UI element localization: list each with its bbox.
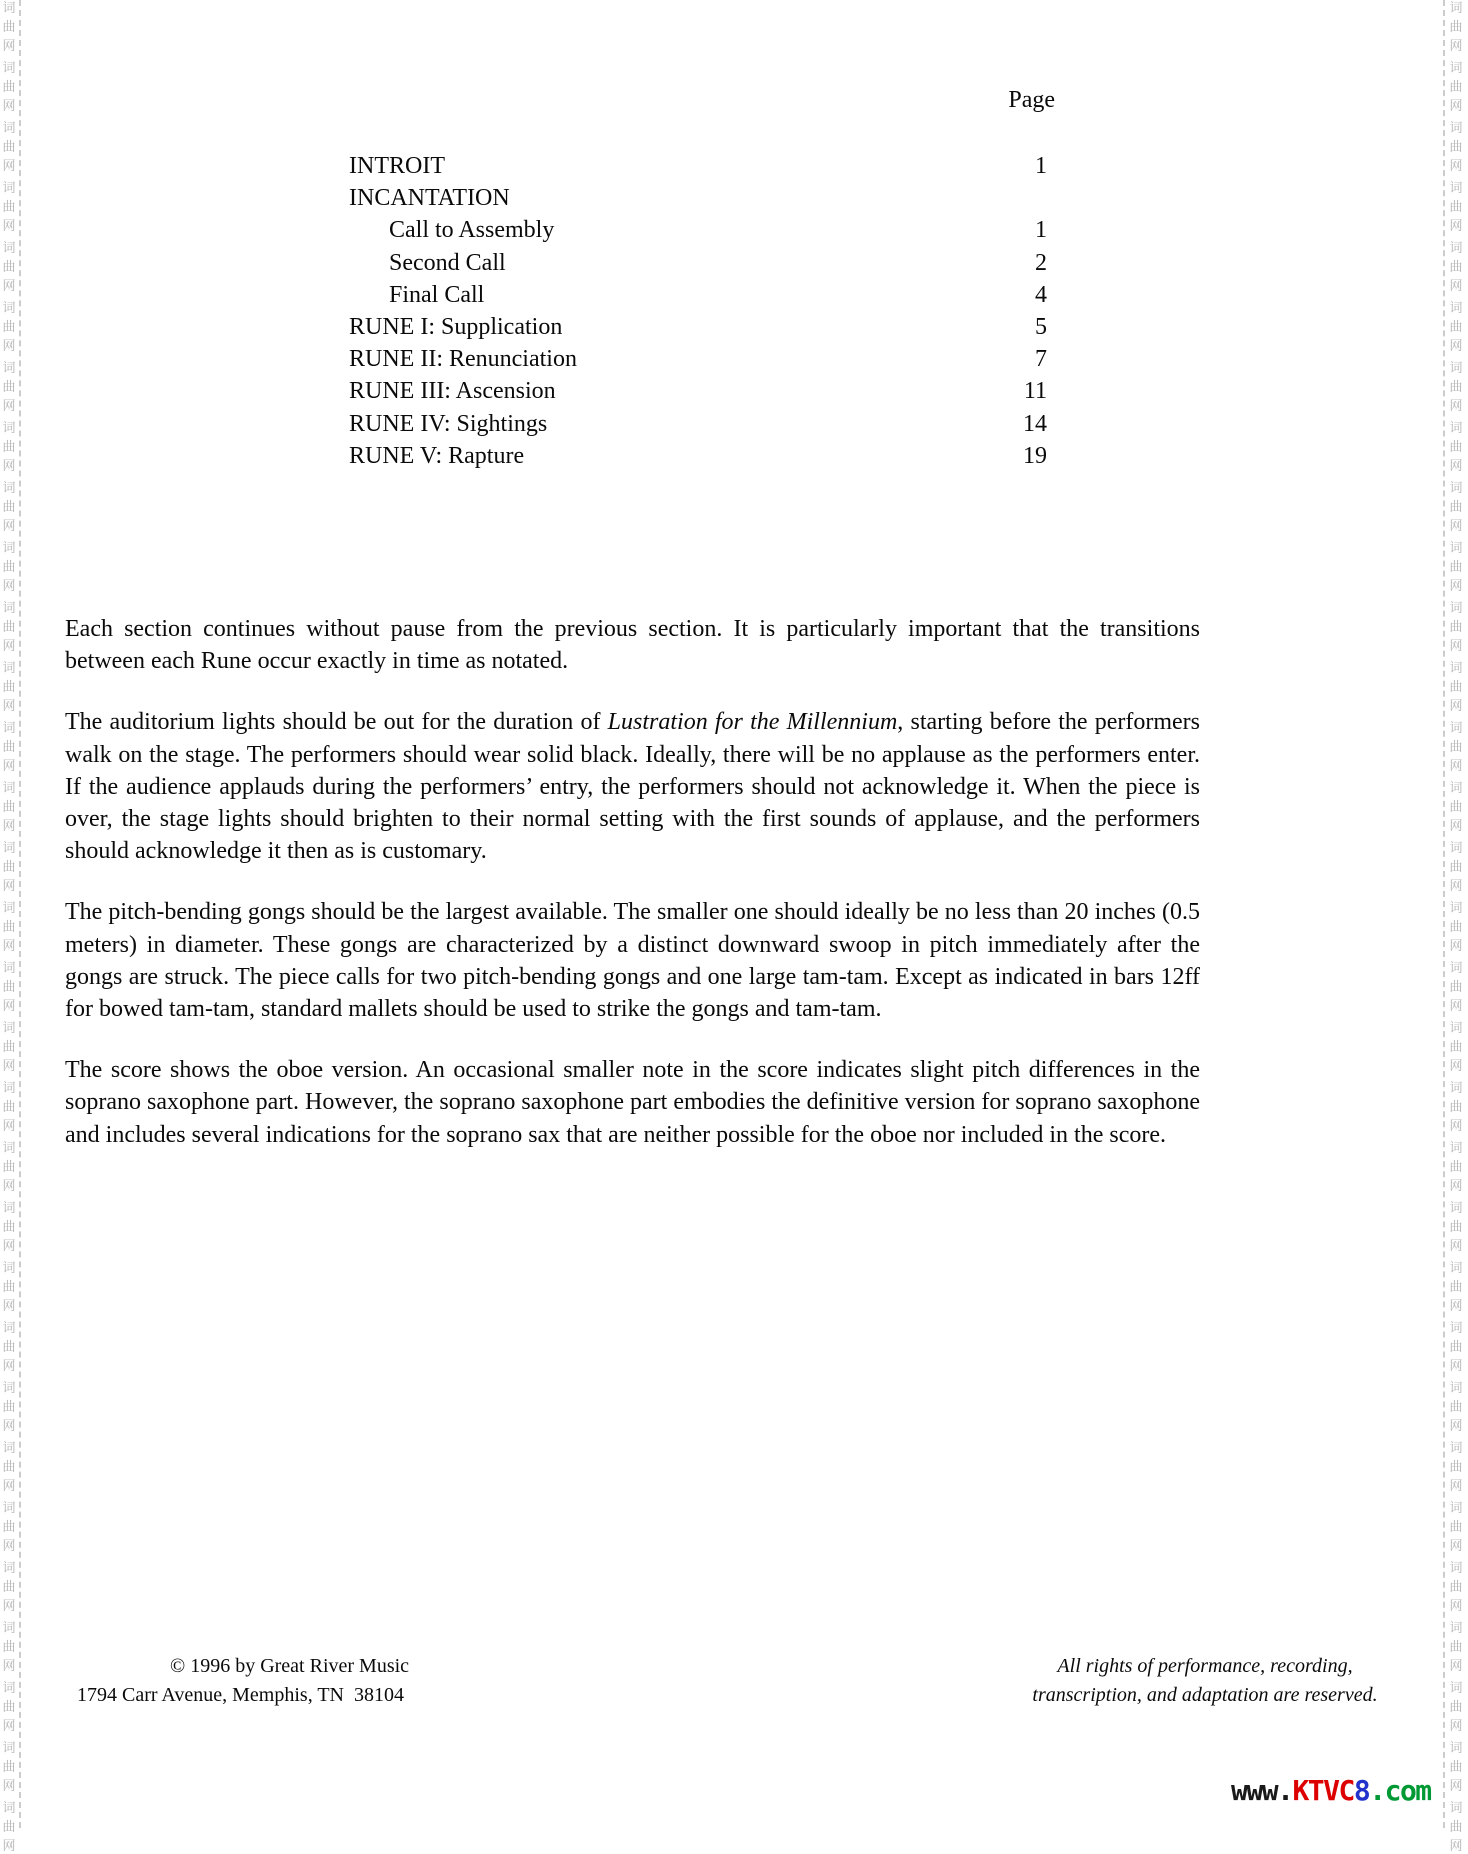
paragraph-2-text-before-title: The auditorium lights should be out for the duration of bbox=[65, 709, 608, 736]
site-url-watermark bbox=[1231, 1774, 1431, 1807]
watermark-char: 词 bbox=[2, 1681, 16, 1696]
watermark-char: 词 bbox=[2, 1561, 16, 1576]
watermark-column-right bbox=[1447, 0, 1465, 1854]
watermark-char: 曲 bbox=[2, 20, 16, 35]
toc-entry-label: RUNE V: Rapture bbox=[349, 442, 525, 469]
watermark-char: 词 bbox=[1449, 721, 1463, 736]
watermark-char: 词 bbox=[2, 61, 16, 76]
watermark-char: 曲 bbox=[1449, 320, 1463, 335]
watermark-char: 词 bbox=[1449, 961, 1463, 976]
toc-entry-page: 2 bbox=[1035, 249, 1047, 276]
watermark-char: 网 bbox=[2, 1539, 16, 1554]
watermark-char: 网 bbox=[1449, 1539, 1463, 1554]
watermark-char: 词 bbox=[2, 841, 16, 856]
watermark-char: 曲 bbox=[2, 1400, 16, 1415]
watermark-char: 词 bbox=[2, 601, 16, 616]
watermark-char: 词 bbox=[2, 1801, 16, 1816]
watermark-char: 词 bbox=[1449, 1621, 1463, 1636]
watermark-char: 曲 bbox=[1449, 1460, 1463, 1475]
watermark-char: 词 bbox=[1449, 121, 1463, 136]
watermark-char: 网 bbox=[1449, 819, 1463, 834]
toc-entry-page: 14 bbox=[1023, 410, 1047, 437]
watermark-char: 曲 bbox=[2, 1700, 16, 1715]
toc-page-column-header: Page bbox=[1008, 87, 1055, 113]
toc-entry-page: 19 bbox=[1023, 442, 1047, 469]
watermark-char: 曲 bbox=[1449, 800, 1463, 815]
performance-note-paragraph-3: The pitch-bending gongs should be the largest available. The smaller one should ideally be no less than 20 inches (0.5 meters) in diameter. These gongs are characterized by a distinct downward swoop in pitch immediately after the gongs are struck. The piece calls for two pitch-bending gongs and one large tam-tam. Except as indicated in bars 12ff for bowed tam-tam, standard mallets should be used to strike the gongs and tam-tam. bbox=[65, 899, 1200, 1023]
watermark-char: 词 bbox=[1449, 661, 1463, 676]
watermark-char: 词 bbox=[2, 1321, 16, 1336]
watermark-char: 曲 bbox=[2, 380, 16, 395]
watermark-char: 网 bbox=[1449, 459, 1463, 474]
watermark-char: 网 bbox=[1449, 279, 1463, 294]
toc-row bbox=[349, 279, 1055, 311]
watermark-char: 曲 bbox=[2, 320, 16, 335]
watermark-char: 网 bbox=[1449, 1359, 1463, 1374]
watermark-char: 曲 bbox=[1449, 620, 1463, 635]
watermark-char: 网 bbox=[1449, 1599, 1463, 1614]
watermark-char: 词 bbox=[2, 1501, 16, 1516]
piece-title-italic: Lustration for the Millennium bbox=[607, 709, 898, 736]
watermark-char: 曲 bbox=[2, 1520, 16, 1535]
watermark-char: 网 bbox=[2, 1359, 16, 1374]
copyright-line: © 1996 by Great River Music bbox=[170, 1655, 410, 1677]
left-edge-dashed-line bbox=[19, 0, 21, 1828]
watermark-char: 网 bbox=[2, 1719, 16, 1734]
toc-row bbox=[349, 214, 1055, 246]
watermark-char: 曲 bbox=[2, 140, 16, 155]
watermark-char: 词 bbox=[1449, 1321, 1463, 1336]
watermark-char: 曲 bbox=[2, 1220, 16, 1235]
watermark-char: 网 bbox=[1449, 1719, 1463, 1734]
watermark-char: 曲 bbox=[1449, 20, 1463, 35]
performance-note-paragraph-2 bbox=[65, 706, 1200, 867]
toc-entry-label: INTROIT bbox=[349, 153, 445, 179]
toc-row bbox=[349, 182, 1055, 214]
toc-entry-page: 1 bbox=[1035, 153, 1047, 179]
watermark-char: 网 bbox=[1449, 999, 1463, 1014]
toc-header-row bbox=[349, 84, 1055, 116]
watermark-char: 曲 bbox=[2, 740, 16, 755]
watermark-char: 曲 bbox=[1449, 260, 1463, 275]
watermark-char: 网 bbox=[1449, 759, 1463, 774]
watermark-char: 词 bbox=[2, 421, 16, 436]
watermark-char: 曲 bbox=[2, 1160, 16, 1175]
watermark-char: 曲 bbox=[2, 980, 16, 995]
watermark-char: 网 bbox=[2, 819, 16, 834]
watermark-char: 曲 bbox=[2, 680, 16, 695]
toc-row bbox=[349, 247, 1055, 279]
watermark-char: 网 bbox=[2, 939, 16, 954]
watermark-char: 曲 bbox=[2, 1580, 16, 1595]
watermark-char: 曲 bbox=[1449, 1100, 1463, 1115]
toc-entry-page: 11 bbox=[1023, 378, 1047, 405]
toc-entry-page: 4 bbox=[1035, 281, 1047, 308]
watermark-char: 曲 bbox=[1449, 1040, 1463, 1055]
toc-entry-label: RUNE I: Supplication bbox=[349, 314, 563, 341]
toc-entry-page bbox=[957, 182, 1055, 214]
toc-entry-page: 1 bbox=[1035, 217, 1047, 244]
watermark-char: 曲 bbox=[1449, 680, 1463, 695]
watermark-char: 词 bbox=[1449, 1561, 1463, 1576]
watermark-char: 曲 bbox=[1449, 440, 1463, 455]
watermark-char: 词 bbox=[2, 1141, 16, 1156]
watermark-char: 词 bbox=[2, 721, 16, 736]
toc-row bbox=[349, 150, 1055, 182]
watermark-char: 词 bbox=[1449, 1381, 1463, 1396]
watermark-char: 网 bbox=[2, 99, 16, 114]
watermark-char: 网 bbox=[2, 159, 16, 174]
watermark-char: 网 bbox=[1449, 1059, 1463, 1074]
watermark-char: 词 bbox=[2, 661, 16, 676]
site-url-segment-com: .com bbox=[1369, 1774, 1431, 1807]
watermark-char: 网 bbox=[1449, 699, 1463, 714]
watermark-char: 词 bbox=[2, 541, 16, 556]
watermark-char: 词 bbox=[2, 301, 16, 316]
watermark-char: 词 bbox=[2, 961, 16, 976]
watermark-char: 曲 bbox=[2, 860, 16, 875]
toc-entry-label: RUNE II: Renunciation bbox=[349, 346, 577, 373]
watermark-char: 网 bbox=[1449, 1659, 1463, 1674]
watermark-char: 曲 bbox=[1449, 1760, 1463, 1775]
watermark-char: 曲 bbox=[1449, 140, 1463, 155]
watermark-char: 网 bbox=[2, 1059, 16, 1074]
toc-entry-label: RUNE IV: Sightings bbox=[349, 410, 548, 437]
watermark-char: 曲 bbox=[1449, 920, 1463, 935]
watermark-char: 曲 bbox=[1449, 500, 1463, 515]
watermark-char: 网 bbox=[2, 279, 16, 294]
watermark-char: 词 bbox=[1449, 1441, 1463, 1456]
watermark-char: 曲 bbox=[1449, 380, 1463, 395]
watermark-char: 词 bbox=[2, 781, 16, 796]
rights-line: All rights of performance, recording, bbox=[1057, 1655, 1353, 1677]
watermark-char: 曲 bbox=[1449, 860, 1463, 875]
watermark-char: 网 bbox=[2, 39, 16, 54]
watermark-char: 网 bbox=[2, 999, 16, 1014]
watermark-char: 词 bbox=[1449, 1681, 1463, 1696]
watermark-char: 曲 bbox=[1449, 740, 1463, 755]
watermark-char: 曲 bbox=[2, 440, 16, 455]
toc-row bbox=[349, 408, 1055, 440]
performance-note-paragraph-1: Each section continues without pause from the previous section. It is particularly important that the transitions between each Rune occur exactly in time as notated. bbox=[65, 616, 1200, 675]
watermark-char: 网 bbox=[2, 1839, 16, 1854]
watermark-char: 词 bbox=[2, 901, 16, 916]
performance-notes bbox=[65, 613, 1200, 1180]
right-edge-dashed-line bbox=[1443, 0, 1445, 1828]
toc-entry-label: INCANTATION bbox=[349, 185, 510, 212]
watermark-char: 网 bbox=[2, 1479, 16, 1494]
watermark-char: 网 bbox=[2, 1239, 16, 1254]
watermark-char: 网 bbox=[1449, 1839, 1463, 1854]
watermark-char: 词 bbox=[2, 1021, 16, 1036]
performance-note-paragraph-4: The score shows the oboe version. An occasional smaller note in the score indicates slight pitch differences in the soprano saxophone part. However, the soprano saxophone part embodies the definitive version for soprano saxophone and includes several indications for the soprano sax that are neither possible for the oboe nor included in the score. bbox=[65, 1057, 1200, 1148]
watermark-char: 词 bbox=[1449, 241, 1463, 256]
watermark-char: 曲 bbox=[1449, 200, 1463, 215]
watermark-char: 曲 bbox=[2, 620, 16, 635]
watermark-char: 曲 bbox=[2, 800, 16, 815]
watermark-char: 网 bbox=[2, 1419, 16, 1434]
watermark-char: 网 bbox=[1449, 1119, 1463, 1134]
watermark-char: 词 bbox=[1449, 841, 1463, 856]
watermark-char: 词 bbox=[2, 121, 16, 136]
watermark-char: 曲 bbox=[1449, 1640, 1463, 1655]
watermark-char: 词 bbox=[1449, 781, 1463, 796]
watermark-char: 曲 bbox=[1449, 1580, 1463, 1595]
watermark-char: 曲 bbox=[1449, 1280, 1463, 1295]
watermark-char: 网 bbox=[1449, 1239, 1463, 1254]
watermark-char: 网 bbox=[1449, 339, 1463, 354]
toc-entry-page: 7 bbox=[1035, 346, 1047, 373]
watermark-char: 词 bbox=[1449, 541, 1463, 556]
watermark-char: 网 bbox=[1449, 1299, 1463, 1314]
watermark-char: 网 bbox=[1449, 1419, 1463, 1434]
watermark-char: 网 bbox=[2, 519, 16, 534]
watermark-char: 词 bbox=[2, 181, 16, 196]
watermark-char: 曲 bbox=[2, 200, 16, 215]
watermark-char: 曲 bbox=[2, 1760, 16, 1775]
watermark-char: 词 bbox=[1449, 421, 1463, 436]
watermark-char: 词 bbox=[2, 1381, 16, 1396]
watermark-char: 网 bbox=[1449, 639, 1463, 654]
watermark-char: 曲 bbox=[1449, 980, 1463, 995]
watermark-char: 网 bbox=[2, 879, 16, 894]
site-url-segment-8: 8 bbox=[1353, 1774, 1370, 1807]
watermark-char: 网 bbox=[1449, 1479, 1463, 1494]
watermark-char: 曲 bbox=[1449, 1160, 1463, 1175]
watermark-char: 曲 bbox=[1449, 1220, 1463, 1235]
watermark-char: 词 bbox=[2, 1081, 16, 1096]
watermark-char: 词 bbox=[2, 241, 16, 256]
watermark-char: 词 bbox=[1449, 1, 1463, 16]
watermark-char: 网 bbox=[2, 339, 16, 354]
watermark-char: 曲 bbox=[2, 1640, 16, 1655]
watermark-char: 曲 bbox=[2, 500, 16, 515]
watermark-char: 曲 bbox=[1449, 1700, 1463, 1715]
watermark-char: 曲 bbox=[1449, 1340, 1463, 1355]
watermark-char: 曲 bbox=[2, 560, 16, 575]
toc-entry-label: Final Call bbox=[389, 281, 485, 308]
watermark-char: 网 bbox=[2, 1119, 16, 1134]
watermark-char: 网 bbox=[1449, 939, 1463, 954]
watermark-char: 词 bbox=[2, 1441, 16, 1456]
publisher-address-line: 1794 Carr Avenue, Memphis, TN 38104 bbox=[77, 1684, 405, 1706]
watermark-char: 网 bbox=[2, 459, 16, 474]
watermark-char: 网 bbox=[1449, 219, 1463, 234]
watermark-char: 词 bbox=[1449, 1741, 1463, 1756]
site-url-segment-ktvc: KTVC bbox=[1292, 1774, 1354, 1807]
watermark-char: 曲 bbox=[1449, 1400, 1463, 1415]
toc-header-spacer bbox=[349, 84, 965, 116]
watermark-char: 曲 bbox=[2, 80, 16, 95]
watermark-char: 词 bbox=[1449, 1801, 1463, 1816]
watermark-char: 词 bbox=[2, 481, 16, 496]
watermark-char: 网 bbox=[1449, 159, 1463, 174]
watermark-char: 网 bbox=[2, 399, 16, 414]
watermark-char: 词 bbox=[2, 361, 16, 376]
watermark-char: 网 bbox=[1449, 579, 1463, 594]
watermark-char: 词 bbox=[2, 1, 16, 16]
watermark-char: 曲 bbox=[2, 920, 16, 935]
watermark-char: 词 bbox=[1449, 1141, 1463, 1156]
watermark-char: 网 bbox=[2, 219, 16, 234]
toc-row bbox=[349, 440, 1055, 472]
watermark-char: 网 bbox=[2, 1299, 16, 1314]
rights-reserved-block bbox=[1005, 1652, 1405, 1710]
watermark-char: 词 bbox=[1449, 481, 1463, 496]
watermark-char: 词 bbox=[1449, 181, 1463, 196]
watermark-char: 网 bbox=[1449, 399, 1463, 414]
watermark-char: 词 bbox=[2, 1741, 16, 1756]
watermark-char: 词 bbox=[2, 1621, 16, 1636]
watermark-char: 词 bbox=[1449, 361, 1463, 376]
rights-line: transcription, and adaptation are reserved. bbox=[1032, 1684, 1378, 1706]
paragraph-2-text-after-title: , starting before the performers walk on the stage. The performers should wear solid black. Ideally, there will be no applause as the performers enter. If the audience applauds during the performers’ entry, the performers should not acknowledge it. When the piece is over, the stage lights should brighten to their normal setting with the first sounds of applause, and the performers should acknowledge it then as is customary. bbox=[65, 709, 1201, 865]
watermark-char: 网 bbox=[2, 759, 16, 774]
toc-row bbox=[349, 311, 1055, 343]
watermark-char: 词 bbox=[1449, 601, 1463, 616]
watermark-char: 词 bbox=[1449, 1261, 1463, 1276]
watermark-char: 曲 bbox=[2, 1460, 16, 1475]
watermark-char: 词 bbox=[1449, 1501, 1463, 1516]
watermark-char: 曲 bbox=[2, 1280, 16, 1295]
watermark-char: 曲 bbox=[1449, 1520, 1463, 1535]
watermark-char: 网 bbox=[2, 699, 16, 714]
watermark-char: 词 bbox=[2, 1261, 16, 1276]
toc-entry-label: Call to Assembly bbox=[389, 217, 555, 244]
watermark-char: 曲 bbox=[2, 1820, 16, 1835]
watermark-char: 曲 bbox=[1449, 80, 1463, 95]
watermark-char: 曲 bbox=[2, 260, 16, 275]
toc-entry-label: Second Call bbox=[389, 249, 506, 276]
watermark-column-left bbox=[0, 0, 18, 1854]
watermark-char: 网 bbox=[1449, 879, 1463, 894]
watermark-char: 网 bbox=[2, 1179, 16, 1194]
watermark-char: 网 bbox=[2, 1599, 16, 1614]
watermark-char: 曲 bbox=[2, 1040, 16, 1055]
toc-row bbox=[349, 343, 1055, 375]
watermark-char: 网 bbox=[1449, 1779, 1463, 1794]
watermark-char: 词 bbox=[1449, 1021, 1463, 1036]
watermark-char: 网 bbox=[1449, 99, 1463, 114]
watermark-char: 曲 bbox=[1449, 560, 1463, 575]
table-of-contents bbox=[349, 84, 1055, 472]
watermark-char: 词 bbox=[1449, 1081, 1463, 1096]
site-url-segment-www: www. bbox=[1231, 1774, 1293, 1807]
watermark-char: 词 bbox=[1449, 61, 1463, 76]
toc-row bbox=[349, 375, 1055, 407]
watermark-char: 曲 bbox=[2, 1340, 16, 1355]
watermark-char: 网 bbox=[2, 639, 16, 654]
copyright-block bbox=[77, 1652, 409, 1710]
watermark-char: 网 bbox=[2, 1659, 16, 1674]
watermark-char: 曲 bbox=[1449, 1820, 1463, 1835]
watermark-char: 词 bbox=[1449, 901, 1463, 916]
watermark-char: 网 bbox=[2, 1779, 16, 1794]
toc-entry-page: 5 bbox=[1035, 314, 1047, 341]
watermark-char: 词 bbox=[1449, 1201, 1463, 1216]
watermark-char: 词 bbox=[1449, 301, 1463, 316]
watermark-char: 网 bbox=[1449, 1179, 1463, 1194]
watermark-char: 网 bbox=[1449, 39, 1463, 54]
watermark-char: 网 bbox=[1449, 519, 1463, 534]
watermark-char: 曲 bbox=[2, 1100, 16, 1115]
watermark-char: 词 bbox=[2, 1201, 16, 1216]
watermark-char: 网 bbox=[2, 579, 16, 594]
toc-entry-label: RUNE III: Ascension bbox=[349, 378, 556, 405]
